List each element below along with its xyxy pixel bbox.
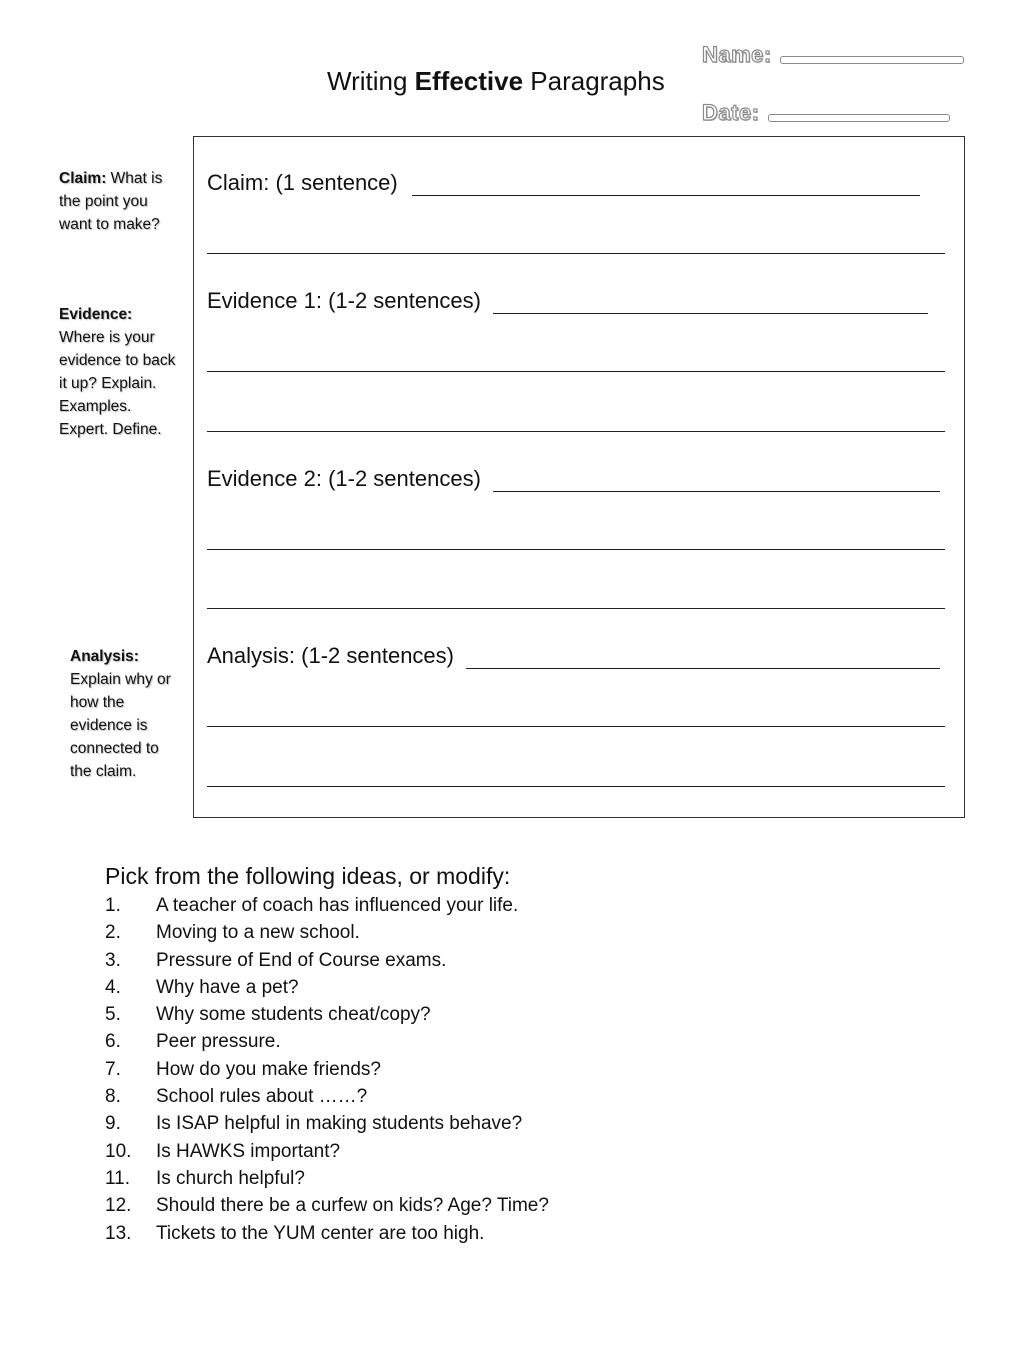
list-item-text: Moving to a new school. [156,922,360,944]
page-title [327,66,665,97]
list-item [105,1112,549,1139]
list-item-number: 7. [105,1058,121,1080]
analysis-prompt: Analysis: (1-2 sentences) [207,643,454,668]
ideas-heading: Pick from the following ideas, or modify: [105,863,511,889]
list-item [105,1222,549,1249]
claim-side-note [59,167,169,236]
evidence1-answer-line-3[interactable] [207,431,945,432]
evidence1-prompt: Evidence 1: (1-2 sentences) [207,288,481,313]
date-blank-line[interactable] [768,114,950,122]
name-label: Name: [702,42,772,67]
list-item [105,1167,549,1194]
list-item-text: A teacher of coach has influenced your life. [156,895,519,916]
list-item [105,1140,549,1167]
evidence2-answer-line-1[interactable] [493,491,940,492]
claim-answer-line-1[interactable] [412,195,920,196]
date-field[interactable] [702,100,950,126]
list-item [105,894,549,921]
list-item-text: Peer pressure. [156,1031,281,1053]
list-item-text: Should there be a curfew on kids? Age? Time? [156,1195,549,1217]
list-item-number: 10. [105,1140,132,1162]
claim-prompt: Claim: (1 sentence) [207,170,398,195]
list-item [105,1194,549,1221]
analysis-side-label: Analysis: [70,648,139,665]
list-item-text: Tickets to the YUM center are too high. [156,1222,485,1244]
analysis-side-note [70,645,182,783]
list-item-number: 1. [105,895,121,916]
analysis-answer-line-3[interactable] [207,786,945,787]
list-item-number: 8. [105,1086,121,1108]
ideas-list [105,894,549,1249]
list-item-text: Why have a pet? [156,976,299,998]
claim-answer-line-2[interactable] [207,253,945,254]
list-item [105,1058,549,1085]
title-text-start: Writing [327,66,415,96]
evidence-side-text: Where is your evidence to back it up? Explain. Examples. Expert. Define. [59,329,176,438]
evidence1-answer-line-1[interactable] [493,313,928,314]
list-item [105,949,549,976]
analysis-answer-line-1[interactable] [466,668,940,669]
list-item-text: Is church helpful? [156,1167,305,1189]
date-label: Date: [702,100,760,125]
list-item [105,976,549,1003]
evidence2-prompt: Evidence 2: (1-2 sentences) [207,466,481,491]
list-item-text: Is ISAP helpful in making students behave? [156,1113,523,1135]
list-item-text: School rules about ……? [156,1086,368,1108]
evidence2-answer-line-3[interactable] [207,608,945,609]
title-text-bold: Effective [414,66,524,96]
list-item-text: Why some students cheat/copy? [156,1004,431,1026]
list-item-text: Is HAWKS important? [156,1140,341,1162]
evidence-side-label: Evidence: [59,306,133,323]
list-item-number: 4. [105,976,121,998]
list-item [105,1085,549,1112]
list-item [105,921,549,948]
claim-side-text: What is the point you want to make? [59,170,163,233]
list-item-number: 13. [105,1222,132,1244]
list-item [105,1030,549,1057]
list-item-number: 12. [105,1195,132,1217]
list-item-number: 5. [105,1004,121,1026]
list-item-text: How do you make friends? [156,1058,381,1080]
title-text-end: Paragraphs [523,66,665,96]
list-item-number: 9. [105,1113,121,1135]
analysis-side-text: Explain why or how the evidence is connected to the claim. [70,671,171,780]
evidence2-answer-line-2[interactable] [207,549,945,550]
list-item-number: 2. [105,922,121,944]
list-item-number: 6. [105,1031,121,1053]
name-field[interactable] [702,42,964,68]
list-item-text: Pressure of End of Course exams. [156,949,447,971]
name-blank-line[interactable] [780,56,964,64]
evidence1-answer-line-2[interactable] [207,371,945,372]
claim-side-label: Claim: [59,170,107,187]
evidence-side-note [59,303,179,441]
analysis-answer-line-2[interactable] [207,726,945,727]
list-item [105,1003,549,1030]
list-item-number: 3. [105,949,121,971]
list-item-number: 11. [105,1167,131,1189]
